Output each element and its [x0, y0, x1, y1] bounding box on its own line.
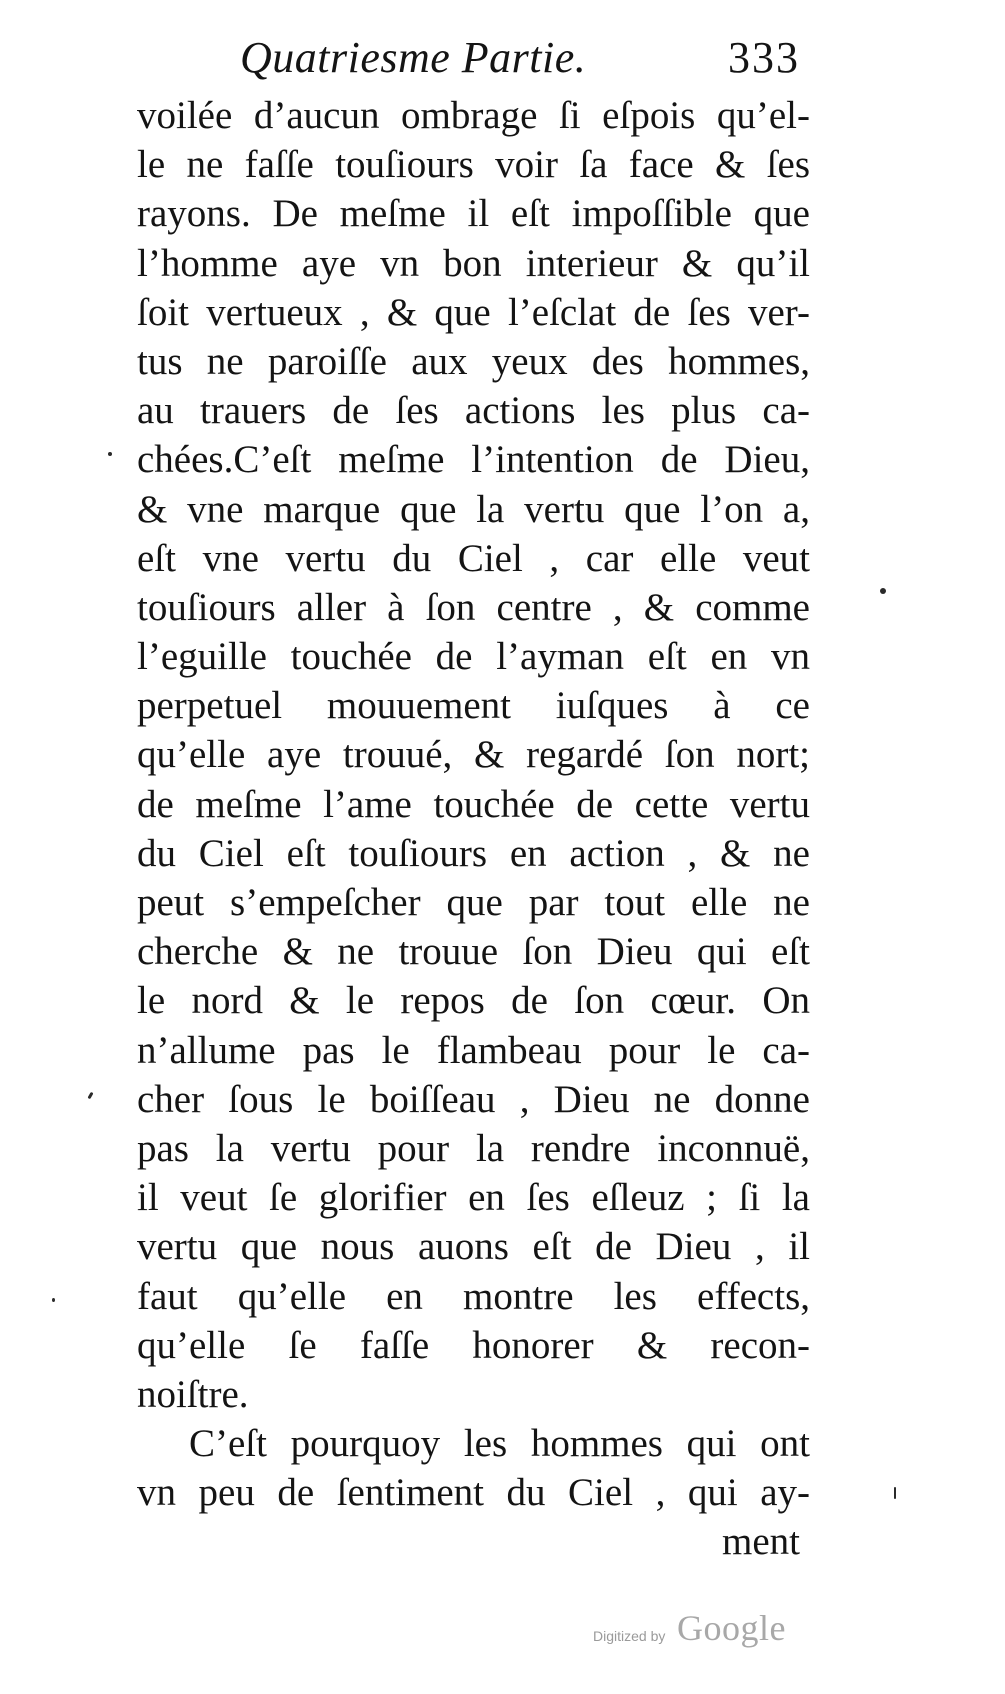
- text-line: le nord & le repos de ſon cœur. On: [137, 979, 810, 1023]
- text-line: touſiours aller à ſon centre , & comme: [137, 585, 810, 629]
- ink-speck: [880, 588, 886, 594]
- text-line: cher ſous le boiſſeau , Dieu ne donne: [137, 1077, 810, 1121]
- text-line: le ne faſſe touſiours voir ſa face & ſes: [137, 143, 810, 187]
- text-line: vertu que nous auons eſt de Dieu , il: [137, 1225, 810, 1269]
- running-title: Quatriesme Partie.: [240, 33, 587, 82]
- text-line: au trauers de ſes actions les plus ca-: [137, 389, 810, 433]
- ink-speck: [108, 452, 112, 456]
- text-line: l’homme aye vn bon interieur & qu’il: [137, 241, 810, 285]
- ink-speck: [894, 1487, 896, 1499]
- text-line: tus ne paroiſſe aux yeux des hommes,: [137, 339, 810, 383]
- paragraph-first-line: C’eſt pourquoy les hommes qui ont: [189, 1422, 810, 1466]
- ink-speck: [87, 1092, 93, 1100]
- ink-speck: [52, 1298, 55, 1302]
- text-line: perpetuel mouuement iuſques à ce: [137, 684, 810, 728]
- page-number: 333: [728, 33, 800, 82]
- text-line: de meſme l’ame touchée de cette vertu: [137, 782, 810, 826]
- text-line: qu’elle ſe faſſe honorer & recon-: [137, 1323, 810, 1367]
- text-line: & vne marque que la vertu que l’on a,: [137, 487, 810, 531]
- text-line: pas la vertu pour la rendre inconnuë,: [137, 1126, 810, 1170]
- text-line: peut s’empeſcher que par tout elle ne: [137, 881, 810, 924]
- text-line: il veut ſe glorifier en ſes eſleuz ; ſi la: [137, 1176, 810, 1220]
- text-line: chées.C’eſt meſme l’intention de Dieu,: [137, 438, 810, 482]
- paragraph-end-line: noiſtre.: [137, 1372, 249, 1416]
- text-line: cherche & ne trouue ſon Dieu qui eſt: [137, 930, 810, 974]
- running-head: [240, 28, 800, 88]
- watermark-brand: Google: [677, 1608, 786, 1648]
- text-line: n’allume pas le flambeau pour le ca-: [137, 1028, 810, 1072]
- catchword: ment: [722, 1520, 800, 1564]
- text-line: vn peu de ſentiment du Ciel , qui ay-: [137, 1471, 810, 1515]
- digitized-watermark: [593, 1607, 803, 1657]
- text-line: eſt vne vertu du Ciel , car elle veut: [137, 536, 810, 580]
- text-line: l’eguille touchée de l’ayman eſt en vn: [137, 635, 810, 679]
- body-text: [137, 91, 810, 1567]
- text-line: faut qu’elle en montre les effects,: [137, 1274, 810, 1318]
- text-line: du Ciel eſt touſiours en action , & ne: [137, 831, 810, 875]
- text-line: qu’elle aye trouué, & regardé ſon nort;: [137, 733, 810, 777]
- text-line: rayons. De meſme il eſt impoſſible que: [137, 192, 810, 236]
- text-line: voilée d’aucun ombrage ſi eſpois qu’el-: [137, 94, 810, 137]
- watermark-prefix: Digitized by: [593, 1628, 666, 1644]
- text-line: ſoit vertueux , & que l’eſclat de ſes ver-: [137, 290, 810, 334]
